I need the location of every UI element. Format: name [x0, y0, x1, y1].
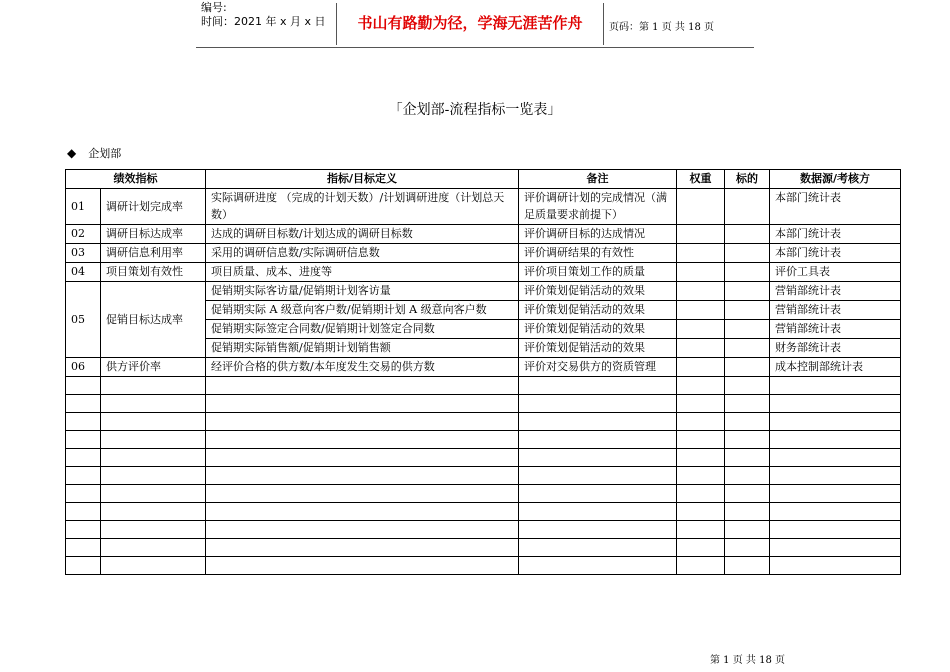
- empty-cell: [66, 431, 101, 449]
- empty-cell: [770, 395, 901, 413]
- empty-cell: [725, 377, 770, 395]
- empty-cell: [770, 377, 901, 395]
- empty-cell: [725, 485, 770, 503]
- row-target: [725, 189, 770, 225]
- row-source: 本部门统计表: [770, 244, 901, 263]
- empty-cell: [770, 449, 901, 467]
- empty-cell: [101, 539, 206, 557]
- empty-cell: [519, 395, 677, 413]
- table-row: [66, 263, 901, 282]
- header-meta: [201, 1, 333, 29]
- table-row: [66, 244, 901, 263]
- time-label: 时间：2021 年 x 月 x 日: [201, 15, 326, 28]
- empty-cell: [206, 467, 519, 485]
- row-definition: 促销期实际销售额/促销期计划销售额: [206, 339, 519, 358]
- row-source: 评价工具表: [770, 263, 901, 282]
- page-footer: 第 1 页 共 18 页: [710, 655, 785, 666]
- empty-cell: [677, 413, 725, 431]
- empty-cell: [101, 395, 206, 413]
- row-target: [725, 301, 770, 320]
- empty-cell: [677, 503, 725, 521]
- empty-cell: [66, 449, 101, 467]
- row-weight: [677, 358, 725, 377]
- empty-rows: [66, 377, 901, 575]
- row-note: 评价调研计划的完成情况（满足质量要求前提下）: [519, 189, 677, 225]
- empty-cell: [519, 413, 677, 431]
- row-source: 营销部统计表: [770, 282, 901, 301]
- empty-cell: [101, 485, 206, 503]
- empty-cell: [206, 431, 519, 449]
- row-note: 评价策划促销活动的效果: [519, 339, 677, 358]
- empty-table-row: [66, 449, 901, 467]
- empty-cell: [770, 485, 901, 503]
- empty-cell: [66, 377, 101, 395]
- header-target: 标的: [725, 170, 770, 189]
- row-source: 本部门统计表: [770, 189, 901, 225]
- empty-cell: [101, 413, 206, 431]
- empty-table-row: [66, 467, 901, 485]
- empty-cell: [101, 431, 206, 449]
- row-note: 评价项目策划工作的质量: [519, 263, 677, 282]
- empty-table-row: [66, 413, 901, 431]
- header-motto: 书山有路勤为径，学海无涯苦作舟: [357, 14, 583, 32]
- empty-cell: [206, 557, 519, 575]
- empty-cell: [519, 449, 677, 467]
- row-target: [725, 358, 770, 377]
- row-target: [725, 225, 770, 244]
- empty-table-row: [66, 485, 901, 503]
- empty-cell: [66, 485, 101, 503]
- empty-cell: [677, 431, 725, 449]
- row-note: 评价调研结果的有效性: [519, 244, 677, 263]
- row-note: 评价策划促销活动的效果: [519, 282, 677, 301]
- empty-cell: [770, 431, 901, 449]
- row-definition: 经评价合格的供方数/本年度发生交易的供方数: [206, 358, 519, 377]
- empty-cell: [519, 377, 677, 395]
- page-header: [196, 0, 754, 48]
- row-source: 财务部统计表: [770, 339, 901, 358]
- row-definition: 采用的调研信息数/实际调研信息数: [206, 244, 519, 263]
- document-title: 「企划部-流程指标一览表」: [388, 102, 562, 118]
- empty-cell: [725, 467, 770, 485]
- row-definition: 促销期实际 A 级意向客户数/促销期计划 A 级意向客户数: [206, 301, 519, 320]
- empty-cell: [770, 539, 901, 557]
- row-number: 05: [66, 282, 101, 358]
- empty-cell: [519, 431, 677, 449]
- empty-cell: [519, 485, 677, 503]
- empty-cell: [206, 539, 519, 557]
- row-weight: [677, 263, 725, 282]
- row-weight: [677, 244, 725, 263]
- empty-table-row: [66, 377, 901, 395]
- table-row: [66, 358, 901, 377]
- row-number: 04: [66, 263, 101, 282]
- empty-cell: [725, 413, 770, 431]
- diamond-bullet-icon: ◆: [67, 146, 77, 160]
- table-header-row: [66, 170, 901, 189]
- empty-table-row: [66, 431, 901, 449]
- empty-cell: [206, 485, 519, 503]
- header-note: 备注: [519, 170, 677, 189]
- empty-cell: [725, 521, 770, 539]
- section-heading: [67, 145, 121, 161]
- empty-cell: [66, 521, 101, 539]
- empty-cell: [677, 521, 725, 539]
- empty-cell: [206, 521, 519, 539]
- row-source: 本部门统计表: [770, 225, 901, 244]
- empty-cell: [725, 557, 770, 575]
- header-divider: [603, 3, 604, 45]
- row-definition: 达成的调研目标数/计划达成的调研目标数: [206, 225, 519, 244]
- row-kpi-name: 项目策划有效性: [101, 263, 206, 282]
- row-source: 营销部统计表: [770, 320, 901, 339]
- empty-cell: [725, 503, 770, 521]
- empty-table-row: [66, 503, 901, 521]
- empty-cell: [519, 503, 677, 521]
- row-note: 评价对交易供方的资质管理: [519, 358, 677, 377]
- empty-cell: [206, 503, 519, 521]
- header-kpi: 绩效指标: [66, 170, 206, 189]
- empty-cell: [101, 503, 206, 521]
- empty-cell: [66, 557, 101, 575]
- empty-cell: [519, 467, 677, 485]
- row-number: 01: [66, 189, 101, 225]
- empty-table-row: [66, 395, 901, 413]
- row-note: 评价策划促销活动的效果: [519, 301, 677, 320]
- empty-cell: [101, 467, 206, 485]
- empty-cell: [770, 521, 901, 539]
- header-definition: 指标/目标定义: [206, 170, 519, 189]
- row-note: 评价策划促销活动的效果: [519, 320, 677, 339]
- table-row: [66, 225, 901, 244]
- row-weight: [677, 339, 725, 358]
- row-number: 02: [66, 225, 101, 244]
- empty-cell: [206, 413, 519, 431]
- empty-table-row: [66, 539, 901, 557]
- row-weight: [677, 320, 725, 339]
- empty-cell: [206, 449, 519, 467]
- row-kpi-name: 促销目标达成率: [101, 282, 206, 358]
- row-source: 成本控制部统计表: [770, 358, 901, 377]
- header-weight: 权重: [677, 170, 725, 189]
- row-definition: 项目质量、成本、进度等: [206, 263, 519, 282]
- row-definition: 实际调研进度 （完成的计划天数）/计划调研进度（计划总天数）: [206, 189, 519, 225]
- empty-cell: [101, 449, 206, 467]
- empty-cell: [101, 521, 206, 539]
- empty-cell: [677, 395, 725, 413]
- row-kpi-name: 调研目标达成率: [101, 225, 206, 244]
- empty-cell: [725, 431, 770, 449]
- row-target: [725, 282, 770, 301]
- section-label: 企划部: [88, 147, 122, 160]
- empty-cell: [725, 395, 770, 413]
- row-number: 06: [66, 358, 101, 377]
- empty-cell: [519, 557, 677, 575]
- row-weight: [677, 282, 725, 301]
- empty-cell: [66, 413, 101, 431]
- row-source: 营销部统计表: [770, 301, 901, 320]
- empty-cell: [206, 395, 519, 413]
- empty-cell: [725, 449, 770, 467]
- row-target: [725, 320, 770, 339]
- row-weight: [677, 301, 725, 320]
- empty-table-row: [66, 557, 901, 575]
- row-kpi-name: 调研计划完成率: [101, 189, 206, 225]
- empty-cell: [101, 377, 206, 395]
- empty-cell: [677, 467, 725, 485]
- empty-cell: [677, 485, 725, 503]
- row-kpi-name: 调研信息利用率: [101, 244, 206, 263]
- empty-cell: [770, 557, 901, 575]
- header-source: 数据源/考核方: [770, 170, 901, 189]
- empty-cell: [770, 413, 901, 431]
- table-row: [66, 189, 901, 225]
- header-page-info: 页码：第 1 页 共 18 页: [609, 22, 714, 33]
- empty-cell: [725, 539, 770, 557]
- empty-cell: [101, 557, 206, 575]
- empty-cell: [206, 377, 519, 395]
- empty-cell: [677, 557, 725, 575]
- row-definition: 促销期实际签定合同数/促销期计划签定合同数: [206, 320, 519, 339]
- row-definition: 促销期实际客访量/促销期计划客访量: [206, 282, 519, 301]
- empty-cell: [770, 503, 901, 521]
- indicator-table: [65, 169, 901, 575]
- empty-cell: [66, 503, 101, 521]
- row-number: 03: [66, 244, 101, 263]
- row-weight: [677, 225, 725, 244]
- doc-number-label: 编号:: [201, 1, 227, 14]
- empty-cell: [677, 539, 725, 557]
- row-target: [725, 263, 770, 282]
- empty-cell: [770, 467, 901, 485]
- row-kpi-name: 供方评价率: [101, 358, 206, 377]
- row-weight: [677, 189, 725, 225]
- table-row: [66, 282, 901, 301]
- empty-cell: [66, 467, 101, 485]
- empty-cell: [66, 395, 101, 413]
- empty-cell: [519, 539, 677, 557]
- empty-cell: [677, 377, 725, 395]
- empty-cell: [66, 539, 101, 557]
- empty-cell: [677, 449, 725, 467]
- empty-cell: [519, 521, 677, 539]
- empty-table-row: [66, 521, 901, 539]
- row-note: 评价调研目标的达成情况: [519, 225, 677, 244]
- row-target: [725, 244, 770, 263]
- row-target: [725, 339, 770, 358]
